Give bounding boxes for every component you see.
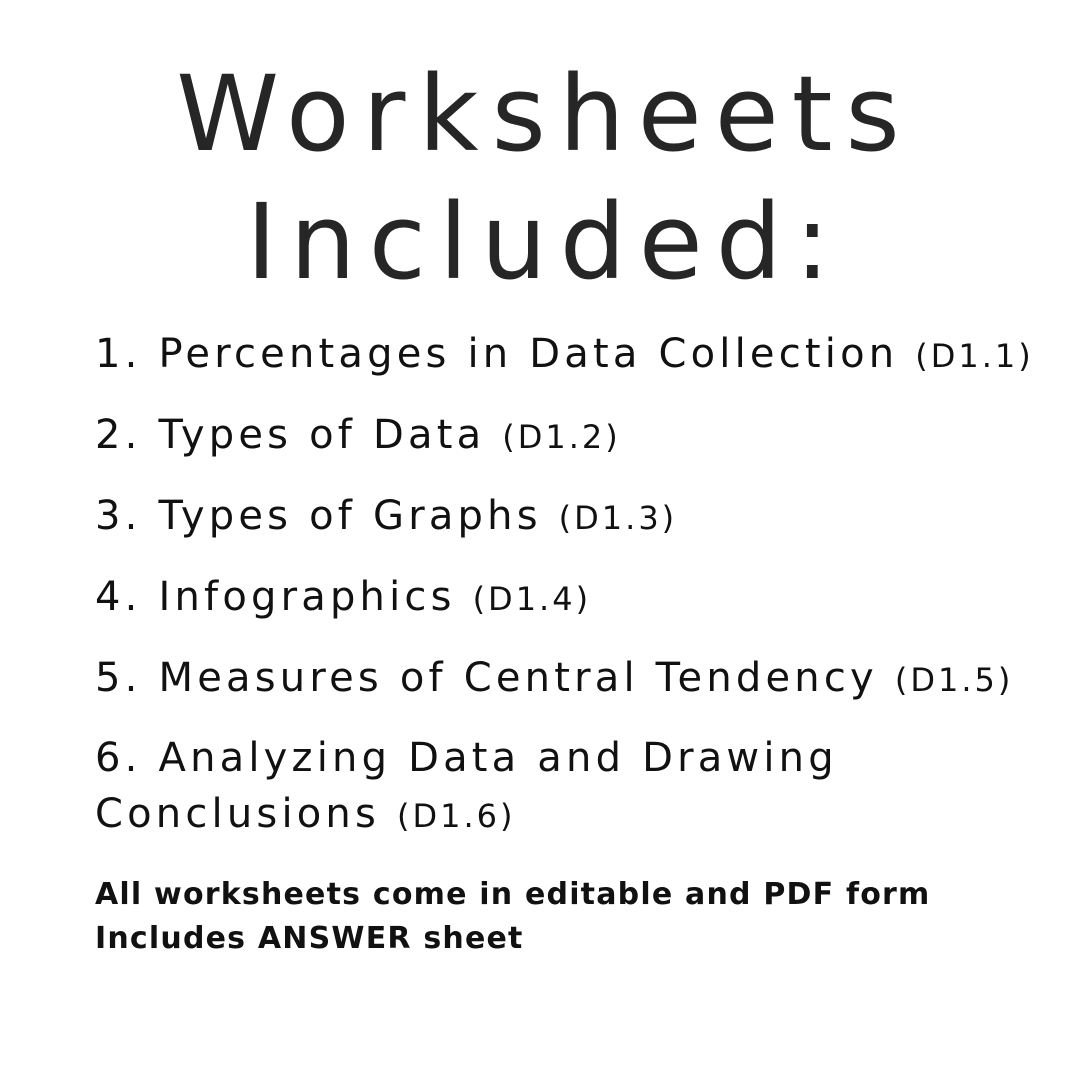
item-name: Infographics: [158, 574, 456, 620]
answer-sheet-note: Includes ANSWER sheet: [95, 921, 524, 956]
item-name: Types of Graphs: [158, 493, 542, 539]
notes: [95, 873, 930, 961]
worksheet-item-5: [95, 649, 1055, 709]
item-name: Analyzing Data and Drawing Conclusions: [95, 735, 838, 837]
format-note: All worksheets come in editable and PDF form: [95, 877, 931, 912]
item-code: (D1.1): [915, 337, 1034, 375]
item-code: (D1.4): [472, 580, 592, 618]
item-number: 2.: [95, 412, 142, 458]
worksheet-item-1: [95, 325, 1055, 385]
item-number: 1.: [95, 331, 142, 377]
item-code: (D1.6): [396, 797, 516, 835]
item-name: Types of Data: [158, 412, 486, 458]
worksheet-item-6: [95, 730, 855, 844]
item-name: Percentages in Data Collection: [158, 331, 899, 377]
item-number: 3.: [95, 493, 142, 539]
worksheet-item-2: [95, 406, 1055, 466]
worksheet-item-3: [95, 487, 1055, 547]
worksheet-item-4: [95, 568, 1055, 628]
item-number: 4.: [95, 574, 142, 620]
item-code: (D1.2): [502, 418, 621, 456]
item-number: 6.: [95, 735, 142, 781]
title-line-2: Included:: [246, 181, 843, 303]
title-line-1: Worksheets: [176, 53, 913, 175]
item-number: 5.: [95, 655, 142, 701]
item-name: Measures of Central Tendency: [158, 655, 878, 701]
item-code: (D1.5): [894, 661, 1014, 699]
worksheet-list: [95, 325, 1055, 865]
item-code: (D1.3): [558, 499, 678, 537]
